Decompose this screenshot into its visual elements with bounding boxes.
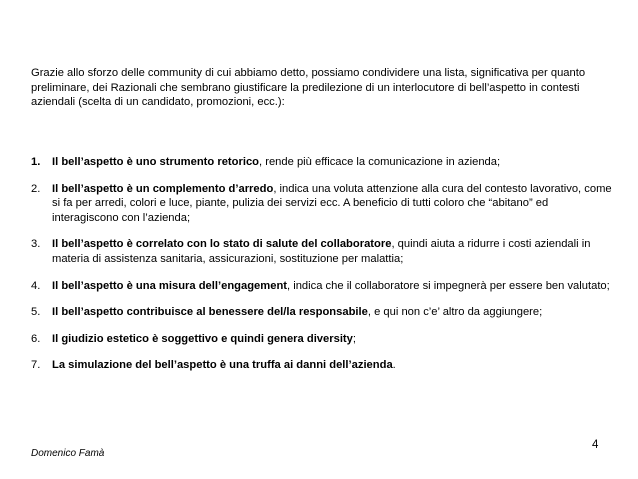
item-bold-text: Il bell’aspetto è un complemento d’arredo: [52, 182, 274, 195]
intro-paragraph: Grazie allo sforzo delle community di cui abbiamo detto, possiamo condividere una lista, significativa per quanto preliminare, dei Razionali che sembrano giustificare la predilezione di un interlocutore di bell’aspetto in contesti aziendali (scelta di un candidato, promozioni, ecc.):: [31, 67, 586, 109]
item-text: , quindi aiuta a ridurre i costi aziendali in materia di assistenza sanitaria, assicurazioni, sostituzione per malattia;: [52, 238, 591, 265]
list-item: [31, 237, 616, 266]
list-number: 1.: [31, 156, 41, 168]
list-item: [31, 305, 616, 320]
list-number: 6.: [31, 332, 41, 345]
list-number: 7.: [31, 359, 41, 372]
list-number: 3.: [31, 238, 41, 251]
list-number: 4.: [31, 279, 41, 292]
list-number: 2.: [31, 182, 41, 195]
rationale-list: [31, 155, 616, 385]
list-number: 5.: [31, 306, 41, 319]
item-bold-text: Il bell’aspetto è correlato con lo stato di salute del collaboratore: [52, 238, 392, 251]
item-text: , e qui non c’e’ altro da aggiungere;: [367, 306, 543, 319]
item-bold-text: La simulazione del bell’aspetto è una truffa ai danni dell’azienda: [52, 359, 393, 372]
item-text: , indica che il collaboratore si impegnerà per essere ben valutato;: [287, 279, 610, 292]
item-text: , indica una voluta attenzione alla cura del contesto lavorativo, come si fa per arredi, colori e luce, piante, pulizia dei servizi ecc. A beneficio di tutti coloro che “abitano” ed interagiscono con l’azienda;: [52, 182, 612, 224]
item-bold-text: Il bell’aspetto contribuisce al benessere del/la responsabile: [52, 306, 368, 319]
list-item: [31, 155, 616, 170]
page-number: 4: [592, 439, 599, 451]
item-bold-text: Il giudizio estetico è soggettivo e quindi genera diversity: [52, 332, 353, 345]
list-item: [31, 279, 616, 294]
item-text: ;: [352, 332, 356, 345]
item-bold-text: Il bell’aspetto è una misura dell’engagement: [52, 279, 287, 292]
item-text: , rende più efficace la comunicazione in azienda;: [259, 156, 501, 168]
footer-author: Domenico Famà: [31, 448, 105, 459]
item-bold-text: Il bell’aspetto è uno strumento retorico: [52, 156, 259, 168]
list-item: [31, 332, 616, 347]
item-text: .: [392, 359, 396, 372]
list-item: [31, 358, 616, 373]
list-item: [31, 182, 616, 226]
